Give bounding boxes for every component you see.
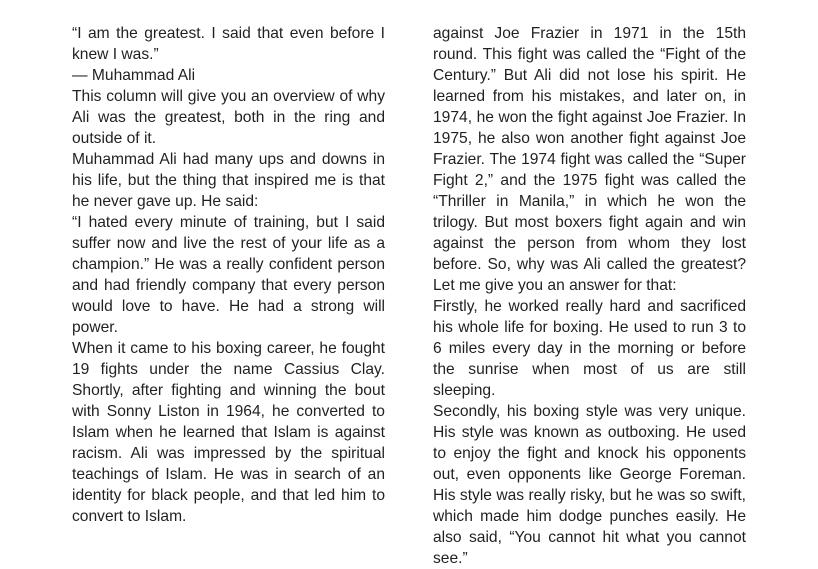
opening-quote: “I am the greatest. I said that even before I knew I was.”	[72, 25, 385, 63]
paragraph: Muhammad Ali had many ups and downs in his life, but the thing that inspired me is that he never gave up. He said:	[72, 151, 385, 210]
paragraph: “I hated every minute of training, but I said suffer now and live the rest of your life as a champion.” He was a really confident person and had friendly company that every person would love to have. He had a strong will power.	[72, 214, 385, 336]
right-column	[433, 23, 746, 569]
paragraph: This column will give you an overview of why Ali was the greatest, both in the ring and outside of it.	[72, 88, 385, 147]
paragraph: Secondly, his boxing style was very unique. His style was known as outboxing. He used to enjoy the fight and knock his opponents out, even opponents like George Foreman. His style was really risky, but he was so swift, which made him dodge punches easily. He also said, “You cannot hit what you cannot see.”	[433, 403, 746, 567]
left-column	[72, 23, 385, 527]
paragraph: against Joe Frazier in 1971 in the 15th round. This fight was called the “Fight of the Century.” But Ali did not lose his spirit. He learned from his mistakes, and later on, in 1974, he won the fight against Joe Frazier. In 1975, he also won another fight against Joe Frazier. The 1974 fight was called the “Super Fight 2,” and the 1975 fight was called the “Thriller in Manila,” in which he won the trilogy. But most boxers fight again and win against the person from whom they lost before. So, why was Ali called the greatest? Let me give you an answer for that:	[433, 25, 746, 294]
paragraph: Firstly, he worked really hard and sacrificed his whole life for boxing. He used to run 3 to 6 miles every day in the morning or before the sunrise when most of us are still sleeping.	[433, 298, 746, 399]
paragraph: When it came to his boxing career, he fought 19 fights under the name Cassius Clay. Shortly, after fighting and winning the bout with Sonny Liston in 1964, he converted to Islam when he learned that Islam is against racism. Ali was impressed by the spiritual teachings of Islam. He was in search of an identity for black people, and that led him to convert to Islam.	[72, 340, 385, 525]
quote-attribution: — Muhammad Ali	[72, 67, 196, 84]
